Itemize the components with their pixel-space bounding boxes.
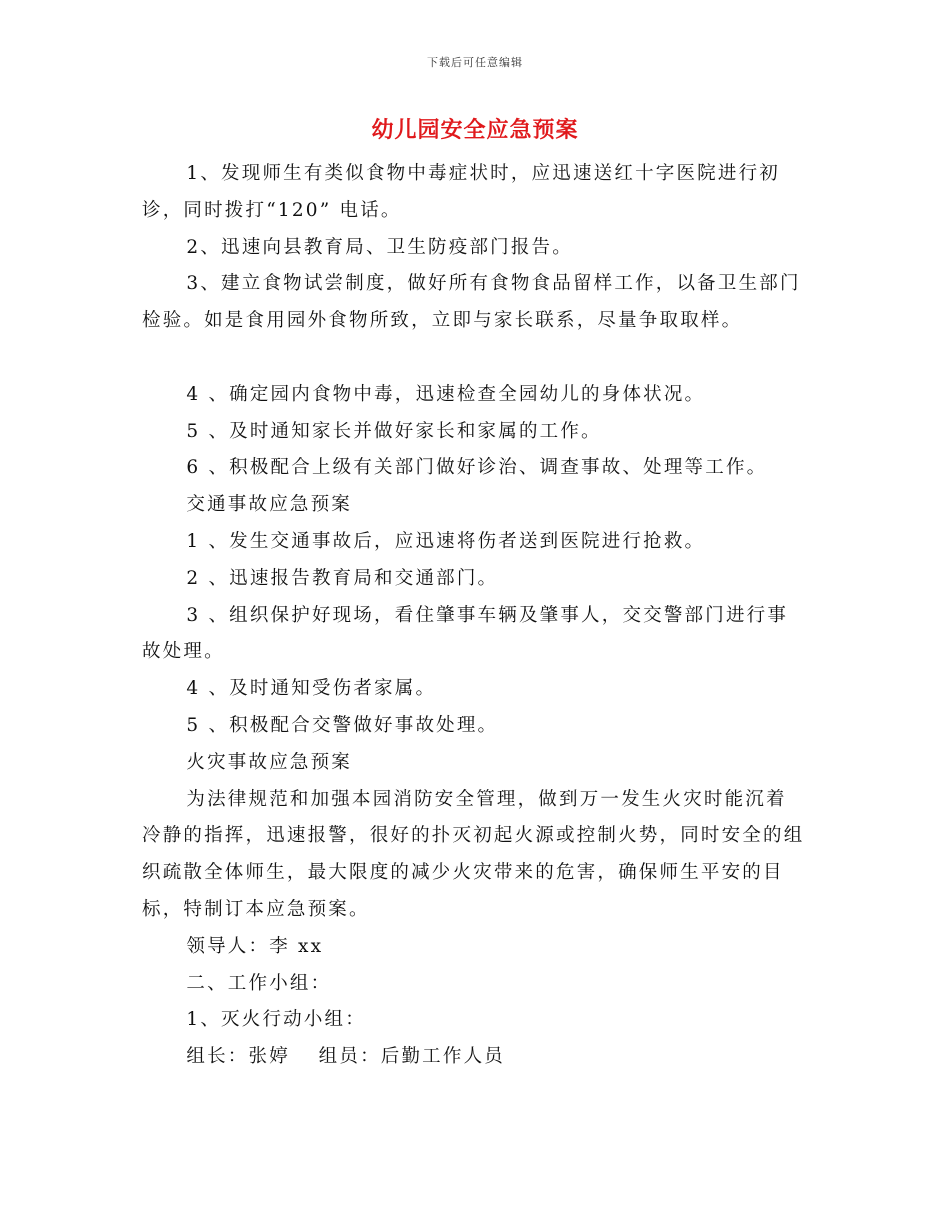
paragraph: 2、迅速向县教育局、卫生防疫部门报告。 [186, 236, 573, 258]
page-header: 下载后可任意编辑 [427, 56, 523, 69]
paragraph: 3、建立食物试尝制度，做好所有食物食品留样工作，以备卫生部门检验。如是食用园外食物所致，立即与家长联系，尽量争取取样。 [142, 273, 801, 332]
document-body [142, 156, 806, 1076]
paragraph: 1、灭火行动小组： [186, 1009, 366, 1031]
document-title: 幼儿园安全应急预案 [371, 118, 579, 143]
paragraph: 3 、组织保护好现场，看住肇事车辆及肇事人，交交警部门进行事故处理。 [142, 604, 789, 663]
paragraph: 组长：张婷 组员：后勤工作人员 [186, 1046, 505, 1068]
paragraph: 二、工作小组： [186, 972, 332, 994]
paragraph: 4 、及时通知受伤者家属。 [186, 678, 437, 700]
paragraph: 2 、迅速报告教育局和交通部门。 [186, 567, 499, 589]
paragraph: 5 、及时通知家长并做好家长和家属的工作。 [186, 420, 602, 442]
paragraph: 领导人：李 xx [186, 935, 324, 957]
paragraph: 6 、积极配合上级有关部门做好诊治、调查事故、处理等工作。 [186, 457, 768, 479]
paragraph: 为法律规范和加强本园消防安全管理，做到万一发生火灾时能沉着冷静的指挥，迅速报警，很好的扑灭初起火源或控制火势，同时安全的组织疏散全体师生，最大限度的减少火灾带来的危害，确保师生平安的目标，特制订本应急预案。 [142, 788, 805, 920]
section-heading: 火灾事故应急预案 [186, 751, 352, 773]
blank-line [142, 340, 806, 377]
section-heading: 交通事故应急预案 [186, 494, 352, 516]
paragraph: 1 、发生交通事故后，应迅速将伤者送到医院进行抢救。 [186, 530, 706, 552]
paragraph: 4 、确定园内食物中毒，迅速检查全园幼儿的身体状况。 [186, 383, 706, 405]
paragraph: 5 、积极配合交警做好事故处理。 [186, 714, 499, 736]
paragraph: 1、发现师生有类似食物中毒症状时，应迅速送红十字医院进行初诊，同时拨打“120” 电话。 [142, 163, 780, 221]
